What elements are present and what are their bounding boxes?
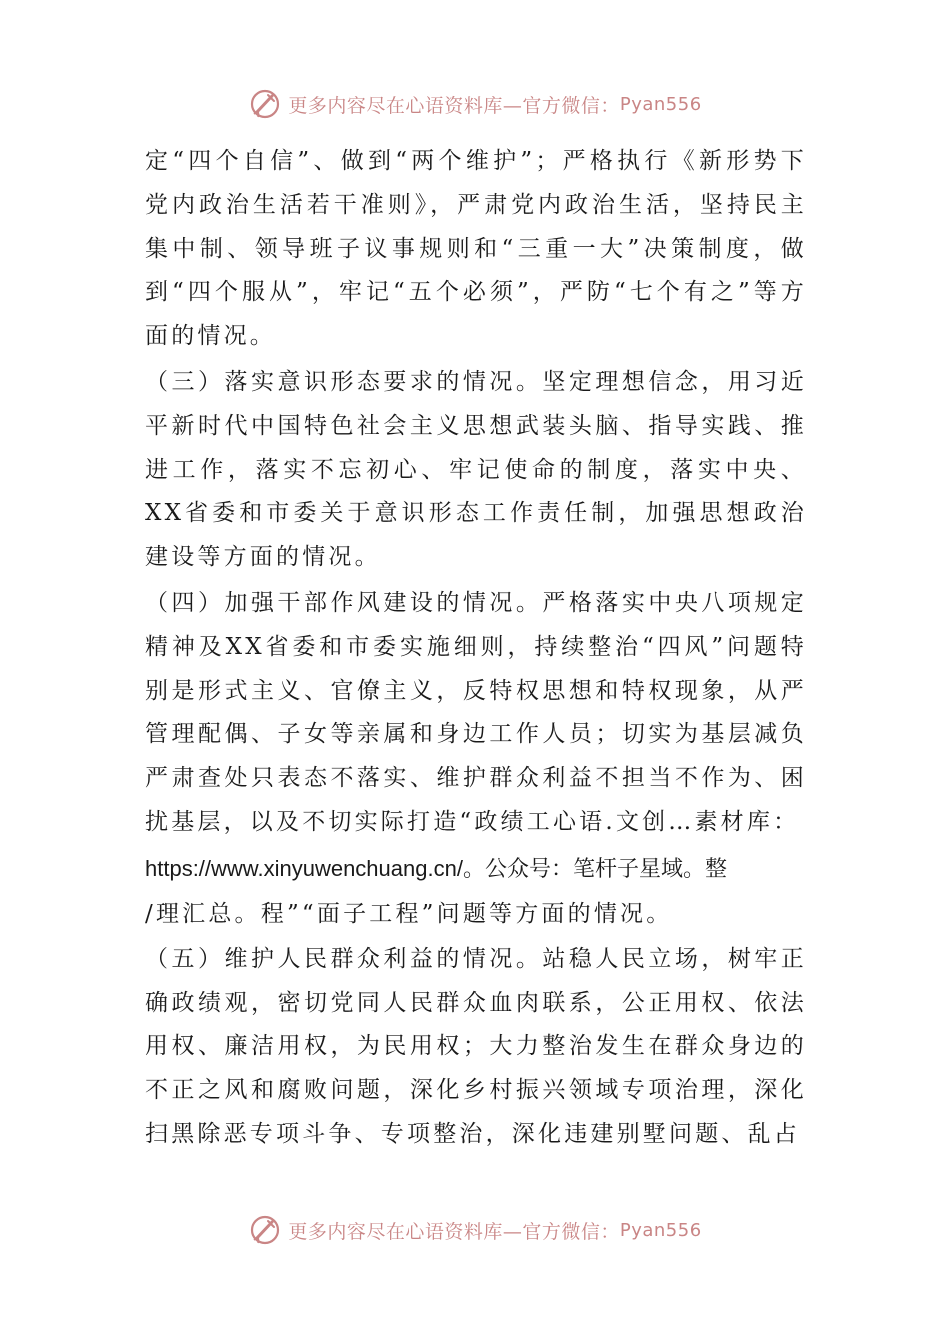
footer-watermark-banner [0, 1210, 950, 1250]
header-watermark-banner [0, 84, 950, 124]
banner-text: 更多内容尽在心语资料库—官方微信： [288, 94, 620, 117]
banner-text: 更多内容尽在心语资料库—官方微信： [288, 1220, 620, 1243]
banner-brand: Pyan556 [619, 1219, 702, 1241]
pen-logo-icon [248, 1213, 282, 1247]
paragraph-section-4: （四）加强干部作风建设的情况。严格落实中央八项规定精神及XX省委和市委实施细则，持续整治“四风”问题特别是形式主义、官僚主义，反特权思想和特权现象，从严管理配偶、子女等亲属和身边工作人员；切实为基层减负严肃查处只表态不落实、维护群众利益不担当不作为、困扰基层，以及不切实际打造“政绩工心语.文创…素材库： [145, 589, 807, 835]
paragraph-continued: 定“四个自信”、做到“两个维护”；严格执行《新形势下党内政治生活若干准则》，严肃党内政治生活，坚持民主集中制、领导班子议事规则和“三重一大”决策制度，做到“四个服从”，牢记“五个必须”，严防“七个有之”等方面的情况。 [145, 148, 807, 350]
pen-logo-icon [248, 87, 282, 121]
banner-brand: Pyan556 [619, 93, 702, 115]
paragraph-section-5: （五）维护人民群众利益的情况。站稳人民立场，树牢正确政绩观，密切党同人民群众血肉联系，公正用权、依法用权、廉洁用权，为民用权；大力整治发生在群众身边的不正之风和腐败问题，深化乡村振兴领域专项治理，深化扫黑除恶专项斗争、专项整治，深化违建别墅问题、乱占 [145, 945, 807, 1147]
paragraph-section-3: （三）落实意识形态要求的情况。坚定理想信念，用习近平新时代中国特色社会主义思想武装头脑、指导实践、推进工作，落实不忘初心、牢记使命的制度，落实中央、XX省委和市委关于意识形态工作责任制，加强思想政治建设等方面的情况。 [145, 368, 807, 571]
url-line: https://www.xinyuwenchuang.cn/。公众号：笔杆子星域。整 [145, 855, 727, 881]
paragraph-section-4-end: /理汇总。程”“面子工程”问题等方面的情况。 [145, 900, 673, 927]
document-body [145, 140, 807, 1157]
